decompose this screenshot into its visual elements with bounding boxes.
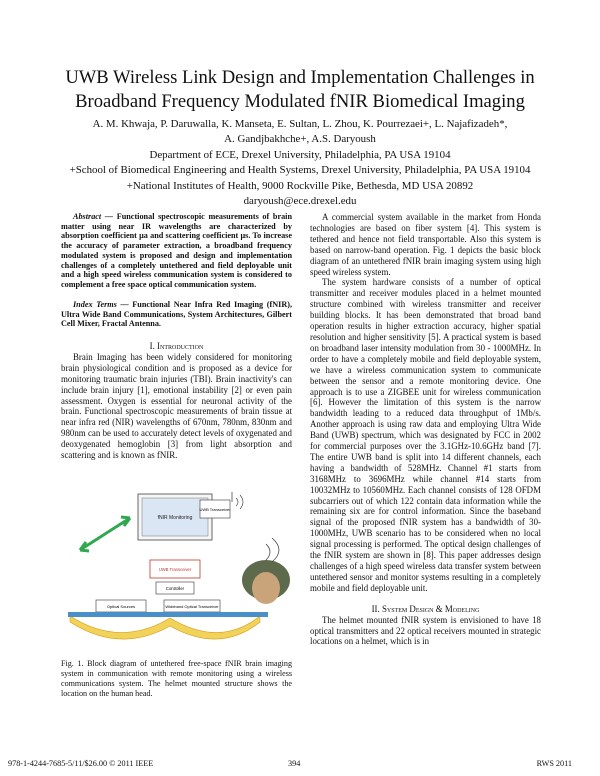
index-terms bbox=[61, 300, 292, 329]
conference-label: RWS 2011 bbox=[536, 759, 572, 768]
light-path-wave bbox=[70, 616, 260, 639]
author-line-2: A. Gandjbakhche+, A.S. Daryoush bbox=[224, 133, 376, 146]
section-1-heading: I. Introduction bbox=[149, 341, 204, 351]
index-terms-label: Index Terms — bbox=[73, 300, 129, 309]
footer-isbn: 978-1-4244-7685-5/11/$26.00 © 2011 IEEE bbox=[8, 759, 154, 768]
bidirectional-arrow-icon bbox=[80, 517, 130, 551]
affiliation-3: +National Institutes of Health, 9000 Rockville Pike, Bethesda, MD USA 20892 bbox=[126, 179, 474, 192]
author-block bbox=[30, 117, 570, 209]
head-icon bbox=[252, 572, 280, 604]
title-line-2: Broadband Frequency Modulated fNIR Biomedical Imaging bbox=[75, 91, 525, 112]
right-column bbox=[310, 212, 541, 647]
affiliation-1: Department of ECE, Drexel University, Philadelphia, PA USA 19104 bbox=[149, 148, 451, 161]
abstract-text: Functional spectroscopic measurements of brain matter using near IR wavelengths are characterized by absorption coefficient μa and scattering coefficient μs. To increase the accuracy of parameter extraction, a broadband frequency modulated system is proposed and design and implementation challenges of a completely untethered and field deployable unit and a high speed wireless communication system is considered to complement a free space optical communication system. bbox=[61, 212, 292, 289]
wireless-wave-icon bbox=[236, 495, 243, 509]
intro-paragraph: Brain Imaging has been widely considered for monitoring brain physiological condition and is proposed as a device for monitoring traumatic brain injuries (TBI). Brain inactivity's can include brain injury [1], emotional instability [2] or even pain assessment. Oxygen is essential for neuronal activity of the brain. Functional spectroscopic measurements of brain tissue at near infra red (NIR) wavelengths of 670nm, 780nm, 830nm and 980nm can be used to accurately detect levels of oxygenated and deoxygenated hemoglobin [3] from light absorption and scattering and is known as fNIR. bbox=[61, 351, 292, 461]
optical-transceiver-label: Wideband Optical Transceiver bbox=[165, 604, 219, 609]
figure-1-diagram bbox=[60, 488, 292, 653]
uwb-transceiver-label: UWB Transceiver bbox=[199, 507, 231, 512]
index-terms-text: Functional Near Infra Red Imaging (fNIR), Ultra Wide Band Communications, System Architectures, Gilbert Cell Mixer, Fractal Antenna. bbox=[61, 300, 293, 329]
commercial-system-paragraph: A commercial system available in the market from Honda technologies are based on fiber system [4]. This system is tethered and hence not field transportable. Also this system is based on narrow-band operation. Fig. 1 depicts the basic block diagram of an untethered fNIR brain imaging system using high speed wireless system. bbox=[310, 212, 541, 277]
scalp-layer bbox=[68, 612, 268, 617]
title-line-1: UWB Wireless Link Design and Implementation Challenges in bbox=[65, 67, 535, 88]
paper-title bbox=[40, 66, 560, 114]
monitor-label: fNIR Monitoring bbox=[157, 515, 193, 521]
author-line-1: A. M. Khwaja, P. Daruwalla, K. Manseta, E. Sultan, L. Zhou, K. Pourrezaei+, L. Najafizadeh*, bbox=[92, 118, 508, 130]
helmet-wireless-icon bbox=[266, 538, 279, 562]
optical-source-label: Optical Sources bbox=[106, 604, 136, 609]
controller-label: Controller bbox=[165, 586, 185, 591]
section-introduction bbox=[61, 341, 292, 461]
uwb-node-label: UWB Transceiver bbox=[158, 567, 192, 572]
abstract bbox=[61, 212, 292, 290]
abstract-label: Abstract — bbox=[73, 212, 114, 221]
author-email: daryoush@ece.drexel.edu bbox=[243, 195, 357, 208]
figure-1-caption: Fig. 1. Block diagram of untethered free-space fNIR brain imaging system in communication with remote monitoring using a wireless communications system. The helmet mounted structure shows the location on the human head. bbox=[61, 659, 292, 698]
system-design-paragraph: The helmet mounted fNIR system is envisioned to have 18 optical transmitters and 22 optical receivers mounted in strategic locations on a helmet, which is in bbox=[310, 614, 541, 647]
system-hardware-paragraph: The system hardware consists of a number of optical transmitter and receiver modules placed in a helmet mounted structure combined with wireless transmitter and receiver building blocks. It has been demonstrated that broad band operation results in higher extraction accuracy, higher spatial resolution and higher sensitivity [5]. A practical system is based on broadband laser intensity modulation from 30 - 1000MHz. In order to have a completely mobile and field deployable system, we have a wireless communication system to communicate between the sensor and a remote monitoring device. One approach is to use a ZIGBEE unit for wireless communication [6]. However the limitation of this system is the narrow bandwidth leading to a reduced data throughput of 1Mb/s. Another approach is using raw data and employing Ultra Wide Band (UWB) spectrum, which was designated by FCC in 2002 for commercial purposes over the 3.1GHz-10.6GHz band [7]. The entire UWB band is split into 14 different channels, each having a bandwidth of 528MHz. Channel #1 starts from 3168MHz to 3696MHz while channel #14 starts from 10032MHz to 10560MHz. Each channel consists of 128 OFDM subcarriers out of which 122 contain data information while the remaining six are for control information. Since the baseband signal of the proposed fNIR system has a bandwidth of 30-1000MHz, UWB scenario has to be considered when no local signal processing is performed. The optical design challenges of the fNIR system are shown in [8]. This paper addresses design challenges of a high speed wireless data transfer system between untethered sensor and monitor systems resulting in a completely mobile and field deployable unit. bbox=[310, 277, 541, 593]
page-number: 394 bbox=[288, 759, 301, 768]
section-2-heading: II. System Design & Modeling bbox=[371, 603, 480, 614]
affiliation-2: +School of Biomedical Engineering and Health Systems, Drexel University, Philadelphia, PA USA 19104 bbox=[69, 164, 531, 177]
